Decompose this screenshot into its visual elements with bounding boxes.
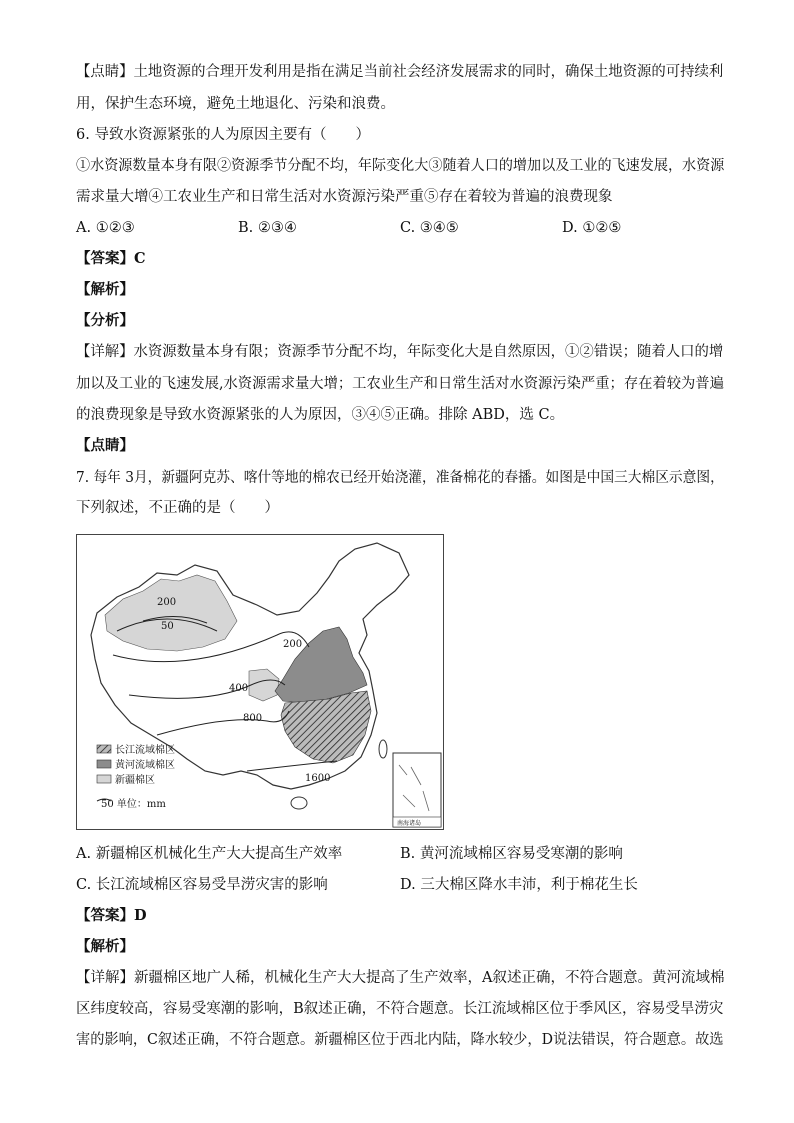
q7-option-c: C. 长江流域棉区容易受旱涝灾害的影响 bbox=[76, 877, 328, 893]
q6-jiexi: 【解析】 bbox=[76, 281, 134, 298]
hainan-island bbox=[291, 797, 307, 809]
isoline-50: 50 bbox=[161, 621, 174, 632]
taiwan-island bbox=[379, 740, 387, 758]
q6-detail-1: 【详解】水资源数量本身有限；资源季节分配不均，年际变化大是自然原因，①②错误；随着人口的增 bbox=[76, 344, 724, 360]
line-dianjing-land-2: 用，保护生态环境，避免土地退化、污染和浪费。 bbox=[76, 96, 395, 112]
q6-option-c: C. ③④⑤ bbox=[400, 220, 459, 236]
isoline-1600: 1600 bbox=[305, 773, 331, 784]
q6-answer: 【答案】C bbox=[76, 250, 146, 267]
question-7-line-1: 7. 每年 3月，新疆阿克苏、喀什等地的棉农已经开始浇灌，准备棉花的春播。如图是中国三大棉区示意图， bbox=[76, 470, 724, 486]
isoline-800: 800 bbox=[243, 713, 263, 724]
legend-unit: 50 单位：mm bbox=[101, 799, 166, 810]
isoline-400: 400 bbox=[229, 683, 249, 694]
china-map-svg bbox=[77, 535, 443, 829]
legend-xinjiang: 新疆棉区 bbox=[115, 775, 155, 786]
q6-option-d: D. ①②⑤ bbox=[562, 220, 622, 236]
q7-detail-2: 区纬度较高，容易受寒潮的影响，B叙述正确，不符合题意。长江流域棉区位于季风区，容易受旱涝灾 bbox=[76, 1001, 724, 1017]
question-6-stem-2: 需求量大增④工农业生产和日常生活对水资源污染严重⑤存在着较为普遍的浪费现象 bbox=[76, 189, 613, 205]
q6-option-b: B. ②③④ bbox=[238, 220, 297, 236]
isoline-200-east: 200 bbox=[283, 639, 303, 650]
q7-option-d: D. 三大棉区降水丰沛，利于棉花生长 bbox=[400, 877, 638, 893]
south-sea-inset bbox=[393, 753, 441, 827]
cotton-region-map bbox=[76, 534, 444, 830]
question-7-line-2: 下列叙述，不正确的是（ ） bbox=[76, 500, 279, 516]
q7-answer: 【答案】D bbox=[76, 907, 147, 924]
q6-detail-2: 加以及工业的飞速发展,水资源需求量大增；工农业生产和日常生活对水资源污染严重；存在着较为普遍 bbox=[76, 376, 724, 392]
q7-option-b: B. 黄河流域棉区容易受寒潮的影响 bbox=[400, 846, 623, 862]
question-6: 6. 导致水资源紧张的人为原因主要有（ ） bbox=[76, 127, 370, 143]
line-dianjing-land-1: 【点睛】土地资源的合理开发利用是指在满足当前社会经济发展需求的同时，确保土地资源的可持续利 bbox=[76, 64, 724, 80]
q6-option-a: A. ①②③ bbox=[76, 220, 135, 236]
question-6-stem-1: ①水资源数量本身有限②资源季节分配不均，年际变化大③随着人口的增加以及工业的飞速发展，水资源 bbox=[76, 158, 725, 174]
inset-label: 南海诸岛 bbox=[397, 820, 422, 827]
xinjiang-region bbox=[105, 575, 237, 651]
isoline-200-west: 200 bbox=[157, 597, 177, 608]
legend-huanghe: 黄河流域棉区 bbox=[115, 760, 175, 771]
q6-detail-3: 的浪费现象是导致水资源紧张的人为原因，③④⑤正确。排除 ABD，选 C。 bbox=[76, 407, 565, 423]
q6-dianjing: 【点睛】 bbox=[76, 437, 134, 454]
legend-changjiang: 长江流域棉区 bbox=[115, 745, 175, 756]
q7-option-a: A. 新疆棉区机械化生产大大提高生产效率 bbox=[76, 846, 343, 862]
q7-jiexi: 【解析】 bbox=[76, 938, 134, 955]
q6-fenxi: 【分析】 bbox=[76, 312, 134, 329]
q7-detail-3: 害的影响，C叙述正确，不符合题意。新疆棉区位于西北内陆，降水较少，D说法错误，符合题意。故选 bbox=[76, 1032, 724, 1048]
q7-detail-1: 【详解】新疆棉区地广人稀，机械化生产大大提高了生产效率，A叙述正确，不符合题意。黄河流域棉 bbox=[76, 970, 725, 986]
